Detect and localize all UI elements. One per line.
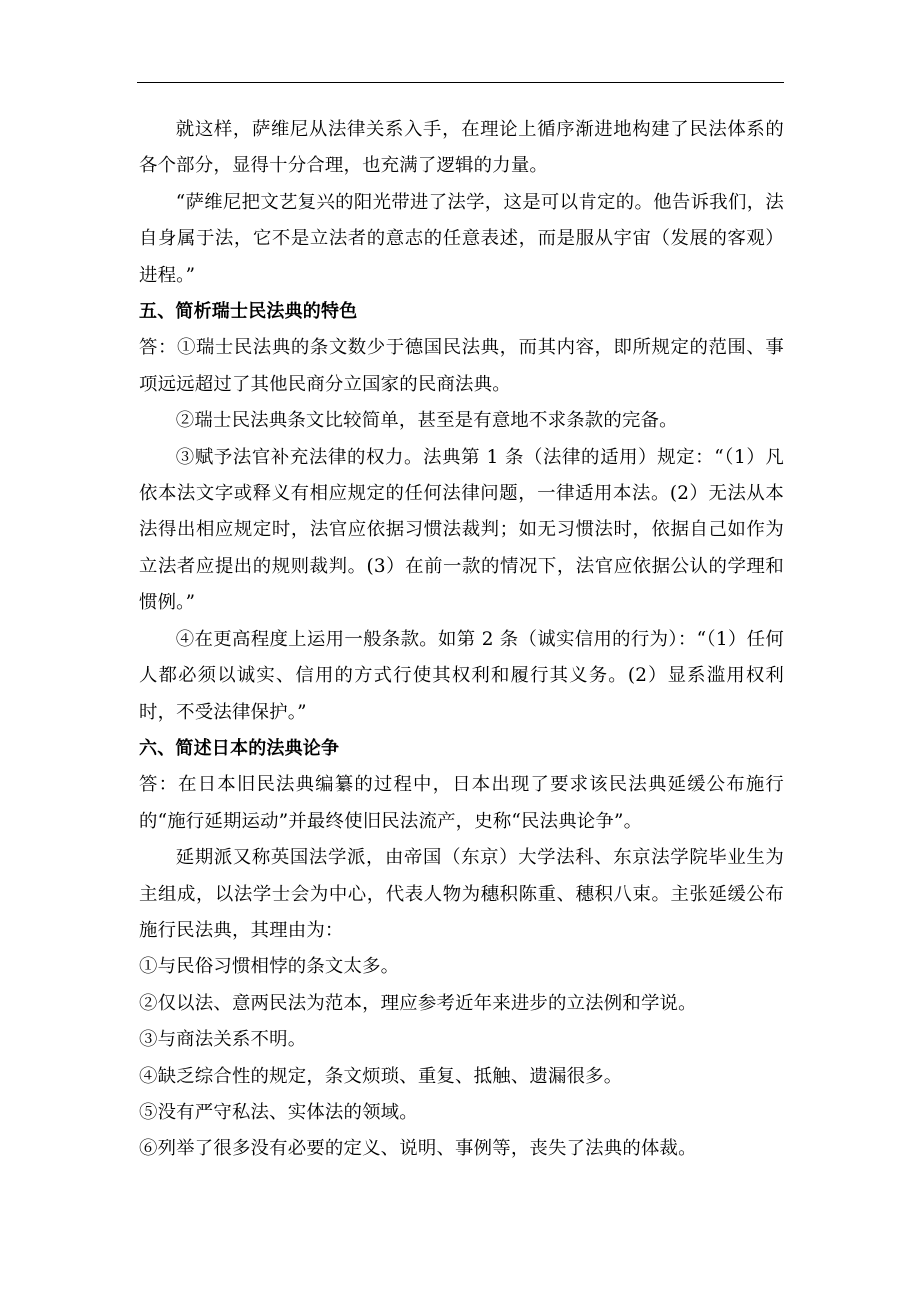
answer-swiss-point-3: ③赋予法官补充法律的权力。法典第 1 条（法律的适用）规定：“（1）凡依本法文字或释义有相应规定的任何法律问题，一律适用本法。(2）无法从本法得出相应规定时，法官应依据习惯法裁判；如无习惯法时，依据自己如作为立法者应提出的规则裁判。(3）在前一款的情况下，法官应依据公认的学理和惯例。” bbox=[139, 446, 784, 614]
answer-japan-postponement-school: 延期派又称英国法学派，由帝国（东京）大学法科、东京法学院毕业生为主组成，以法学士会为中心，代表人物为穗积陈重、穗积八束。主张延缓公布施行民法典，其理由为： bbox=[139, 847, 784, 941]
reason-item-1: ①与民俗习惯相悖的条文太多。 bbox=[139, 956, 400, 978]
reason-item-2: ②仅以法、意两民法为范本，理应参考近年来进步的立法例和学说。 bbox=[139, 992, 697, 1014]
section-heading-japan-code-debate: 六、简述日本的法典论争 bbox=[139, 737, 340, 759]
answer-swiss-point-1: 答：①瑞士民法典的条文数少于德国民法典，而其内容，即所规定的范围、事项远远超过了其他民商分立国家的民商法典。 bbox=[139, 337, 784, 395]
answer-swiss-point-2: ②瑞士民法典条文比较简单，甚至是有意地不求条款的完备。 bbox=[175, 410, 678, 432]
document-body bbox=[139, 112, 784, 1168]
reason-item-5: ⑤没有严守私法、实体法的领域。 bbox=[139, 1101, 418, 1123]
paragraph-savigny-system: 就这样，萨维尼从法律关系入手，在理论上循序渐进地构建了民法体系的各个部分，显得十分合理，也充满了逻辑的力量。 bbox=[139, 119, 784, 177]
answer-swiss-point-4: ④在更高程度上运用一般条款。如第 2 条（诚实信用的行为）：“（1）任何人都必须以诚实、信用的方式行使其权利和履行其义务。(2）显系滥用权利时，不受法律保护。” bbox=[139, 628, 784, 723]
answer-japan-intro: 答：在日本旧民法典编纂的过程中，日本出现了要求该民法典延缓公布施行的“施行延期运动”并最终使旧民法流产，史称“民法典论争”。 bbox=[139, 774, 784, 832]
header-rule bbox=[137, 82, 784, 83]
paragraph-savigny-quote: “萨维尼把文艺复兴的阳光带进了法学，这是可以肯定的。他告诉我们，法自身属于法，它不是立法者的意志的任意表述，而是服从宇宙（发展的客观）进程。” bbox=[139, 191, 784, 286]
reason-item-4: ④缺乏综合性的规定，条文烦琐、重复、抵触、遗漏很多。 bbox=[139, 1065, 623, 1087]
reason-item-3: ③与商法关系不明。 bbox=[139, 1029, 307, 1051]
section-heading-swiss-civil-code: 五、简析瑞士民法典的特色 bbox=[139, 301, 358, 323]
reason-item-6: ⑥列举了很多没有必要的定义、说明、事例等，丧失了法典的体裁。 bbox=[139, 1138, 697, 1160]
